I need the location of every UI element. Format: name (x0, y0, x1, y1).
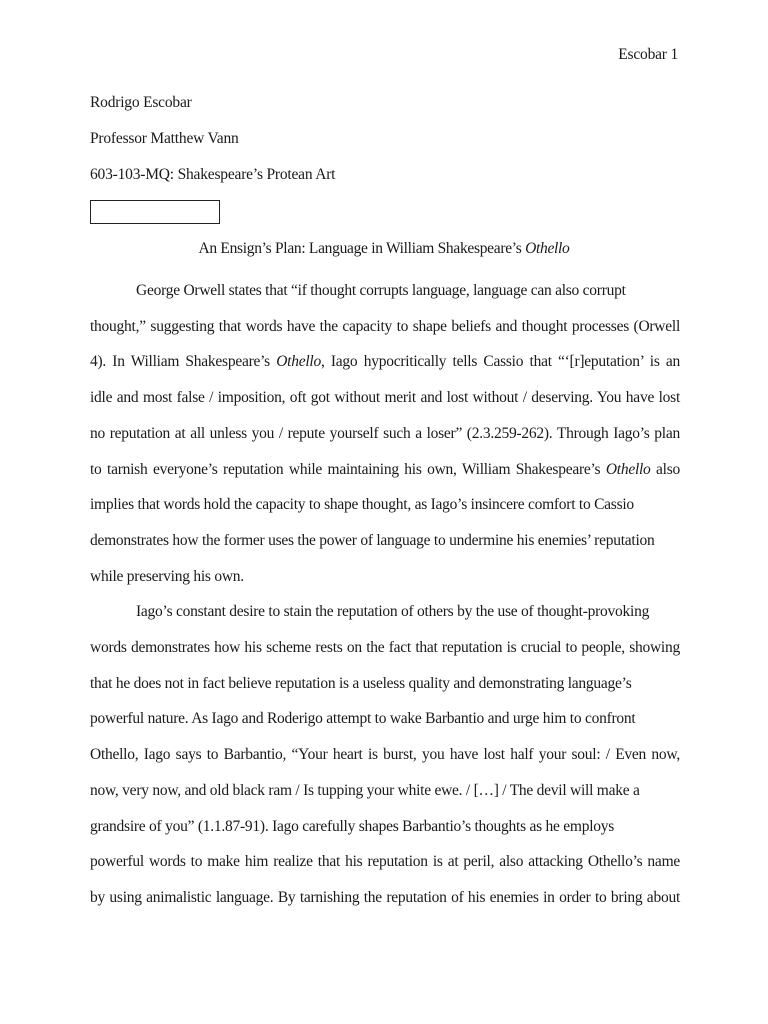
essay-title (0, 240, 768, 258)
text-line: idle and most false / imposition, oft got without merit and lost without / deserving. You have lost (90, 389, 680, 407)
text-line: words demonstrates how his scheme rests on the fact that reputation is crucial to people, showing (90, 639, 680, 657)
paragraph-1 (90, 273, 680, 594)
author-name: Rodrigo Escobar (90, 94, 192, 111)
essay-body (90, 273, 680, 916)
text-line: no reputation at all unless you / repute yourself such a loser” (2.3.259-262). Through Iago’s plan (90, 424, 680, 442)
text-line: now, very now, and old black ram / Is tupping your white ewe. / […] / The devil will make a (90, 781, 640, 799)
page-header-label: Escobar 1 (618, 46, 678, 63)
text-line: Iago’s constant desire to stain the reputation of others by the use of thought-provoking (136, 603, 650, 621)
text-line: George Orwell states that “if thought corrupts language, language can also corrupt (136, 282, 626, 299)
text-line: while preserving his own. (90, 567, 244, 585)
paragraph-2 (90, 594, 680, 915)
text-line: demonstrates how the former uses the power of language to undermine his enemies’ reputation (90, 531, 655, 549)
title-work: Othello (525, 240, 570, 257)
text-line: powerful words to make him realize that his reputation is at peril, also attacking Othello’s name (90, 853, 680, 871)
text-line: to tarnish everyone’s reputation while maintaining his own, William Shakespeare’s Othello also (90, 460, 681, 478)
text-line: powerful nature. As Iago and Roderigo attempt to wake Barbantio and urge him to confront (90, 710, 636, 728)
empty-date-box (90, 200, 220, 224)
text-line: by using animalistic language. By tarnishing the reputation of his enemies in order to bring about (90, 888, 680, 906)
text-line: implies that words hold the capacity to shape thought, as Iago’s insincere comfort to Cassio (90, 496, 634, 514)
course-name: 603-103-MQ: Shakespeare’s Protean Art (90, 166, 336, 183)
text-line: that he does not in fact believe reputation is a useless quality and demonstrating language’s (90, 674, 632, 692)
text-line: Othello, Iago says to Barbantio, “Your heart is burst, you have lost half your soul: / Even now, (90, 746, 680, 764)
text-line: 4). In William Shakespeare’s Othello, Iago hypocritically tells Cassio that “‘[r]eputation’ is an (90, 353, 680, 371)
text-line: grandsire of you” (1.1.87-91). Iago carefully shapes Barbantio’s thoughts as he employs (90, 817, 615, 835)
professor-name: Professor Matthew Vann (90, 130, 239, 147)
text-line: thought,” suggesting that words have the capacity to shape beliefs and thought processes (Orwell (90, 317, 680, 335)
title-text: An Ensign’s Plan: Language in William Shakespeare’s (198, 240, 526, 257)
